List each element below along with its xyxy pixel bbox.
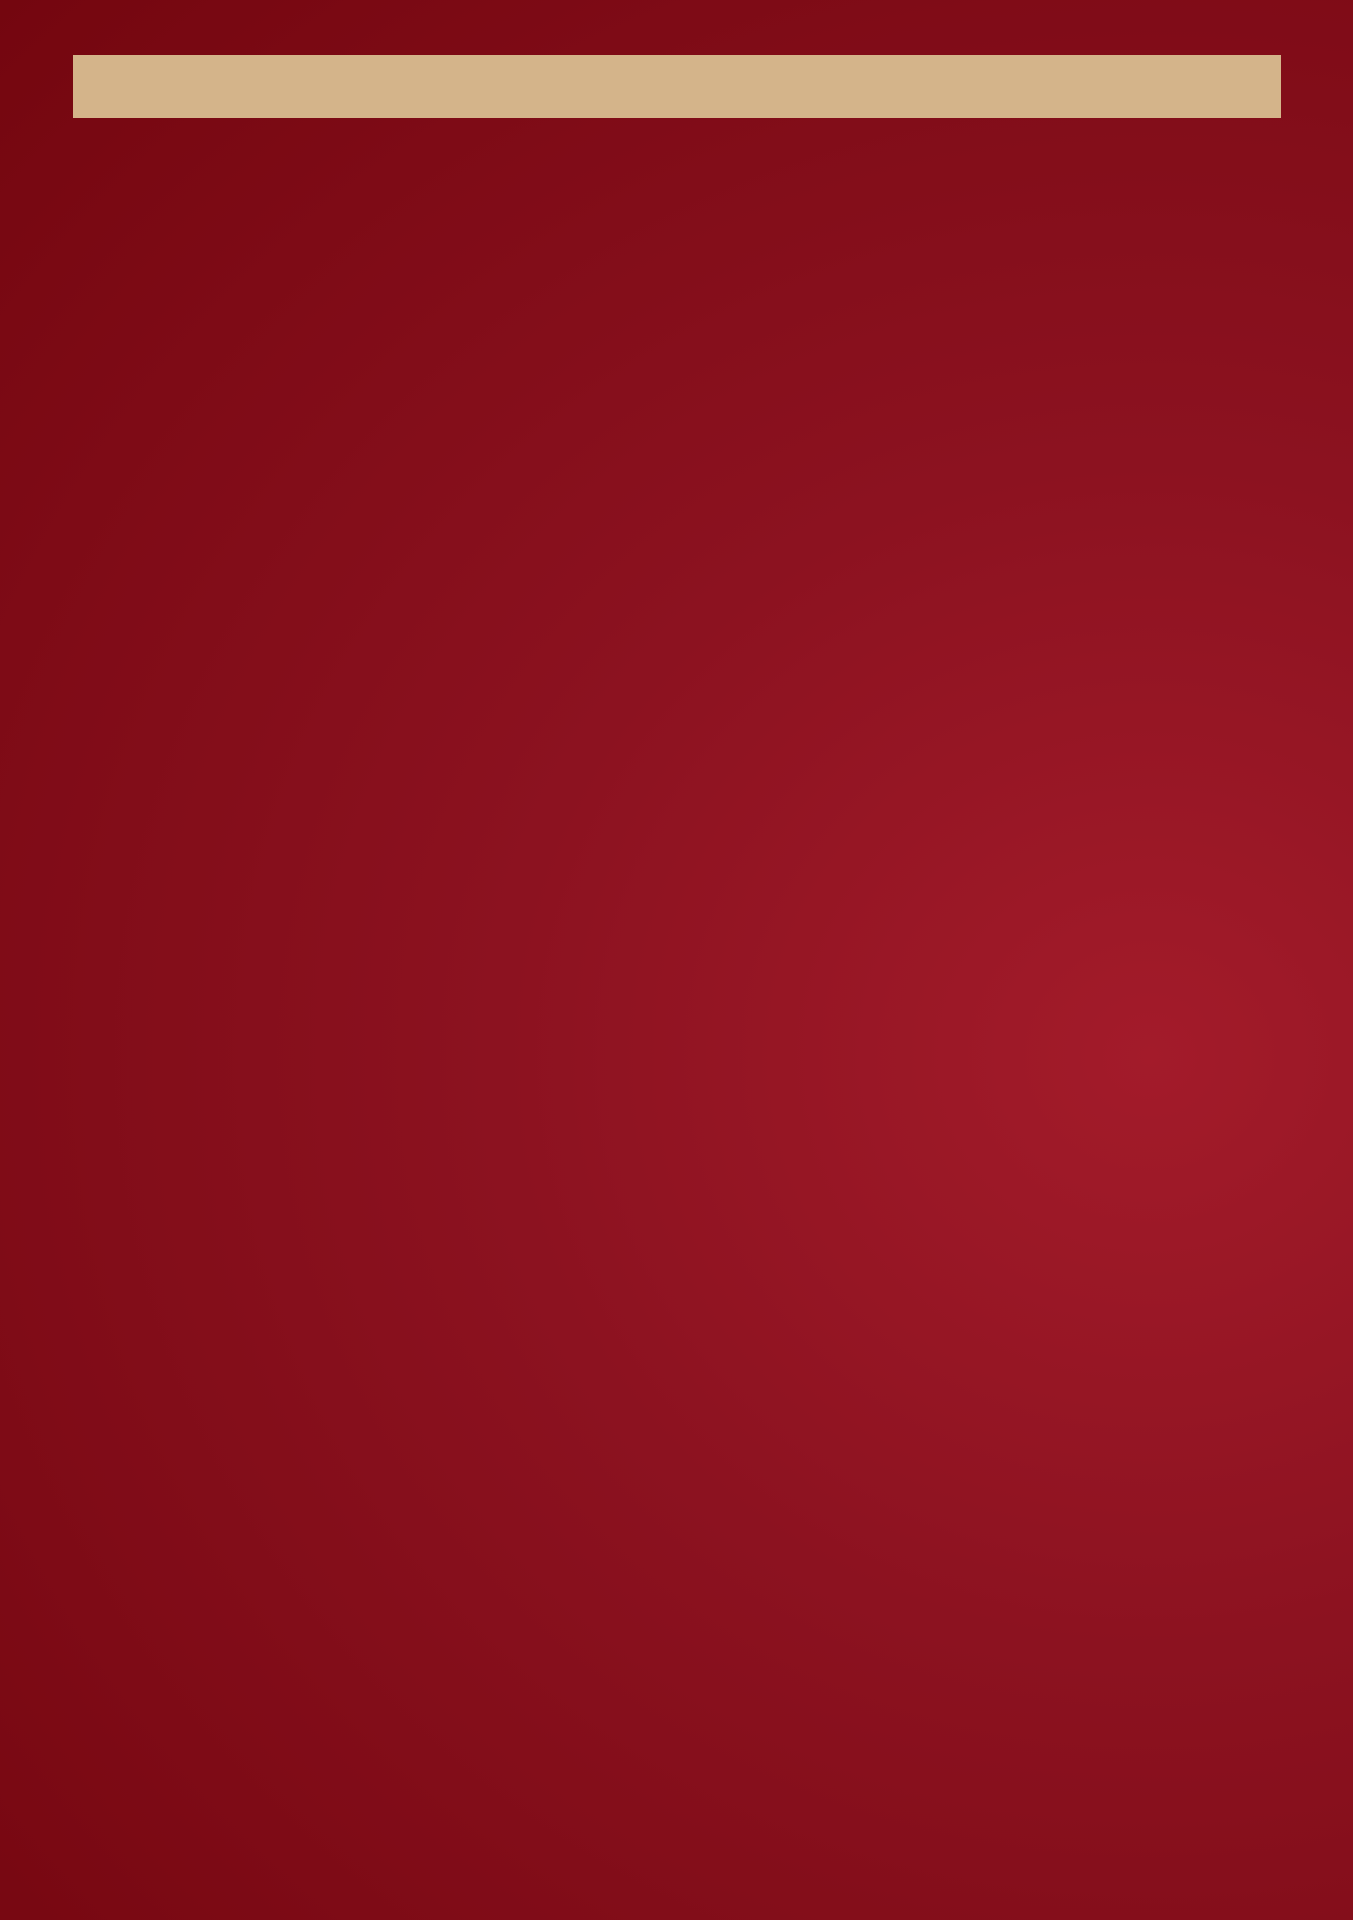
- title-banner: [73, 55, 1281, 118]
